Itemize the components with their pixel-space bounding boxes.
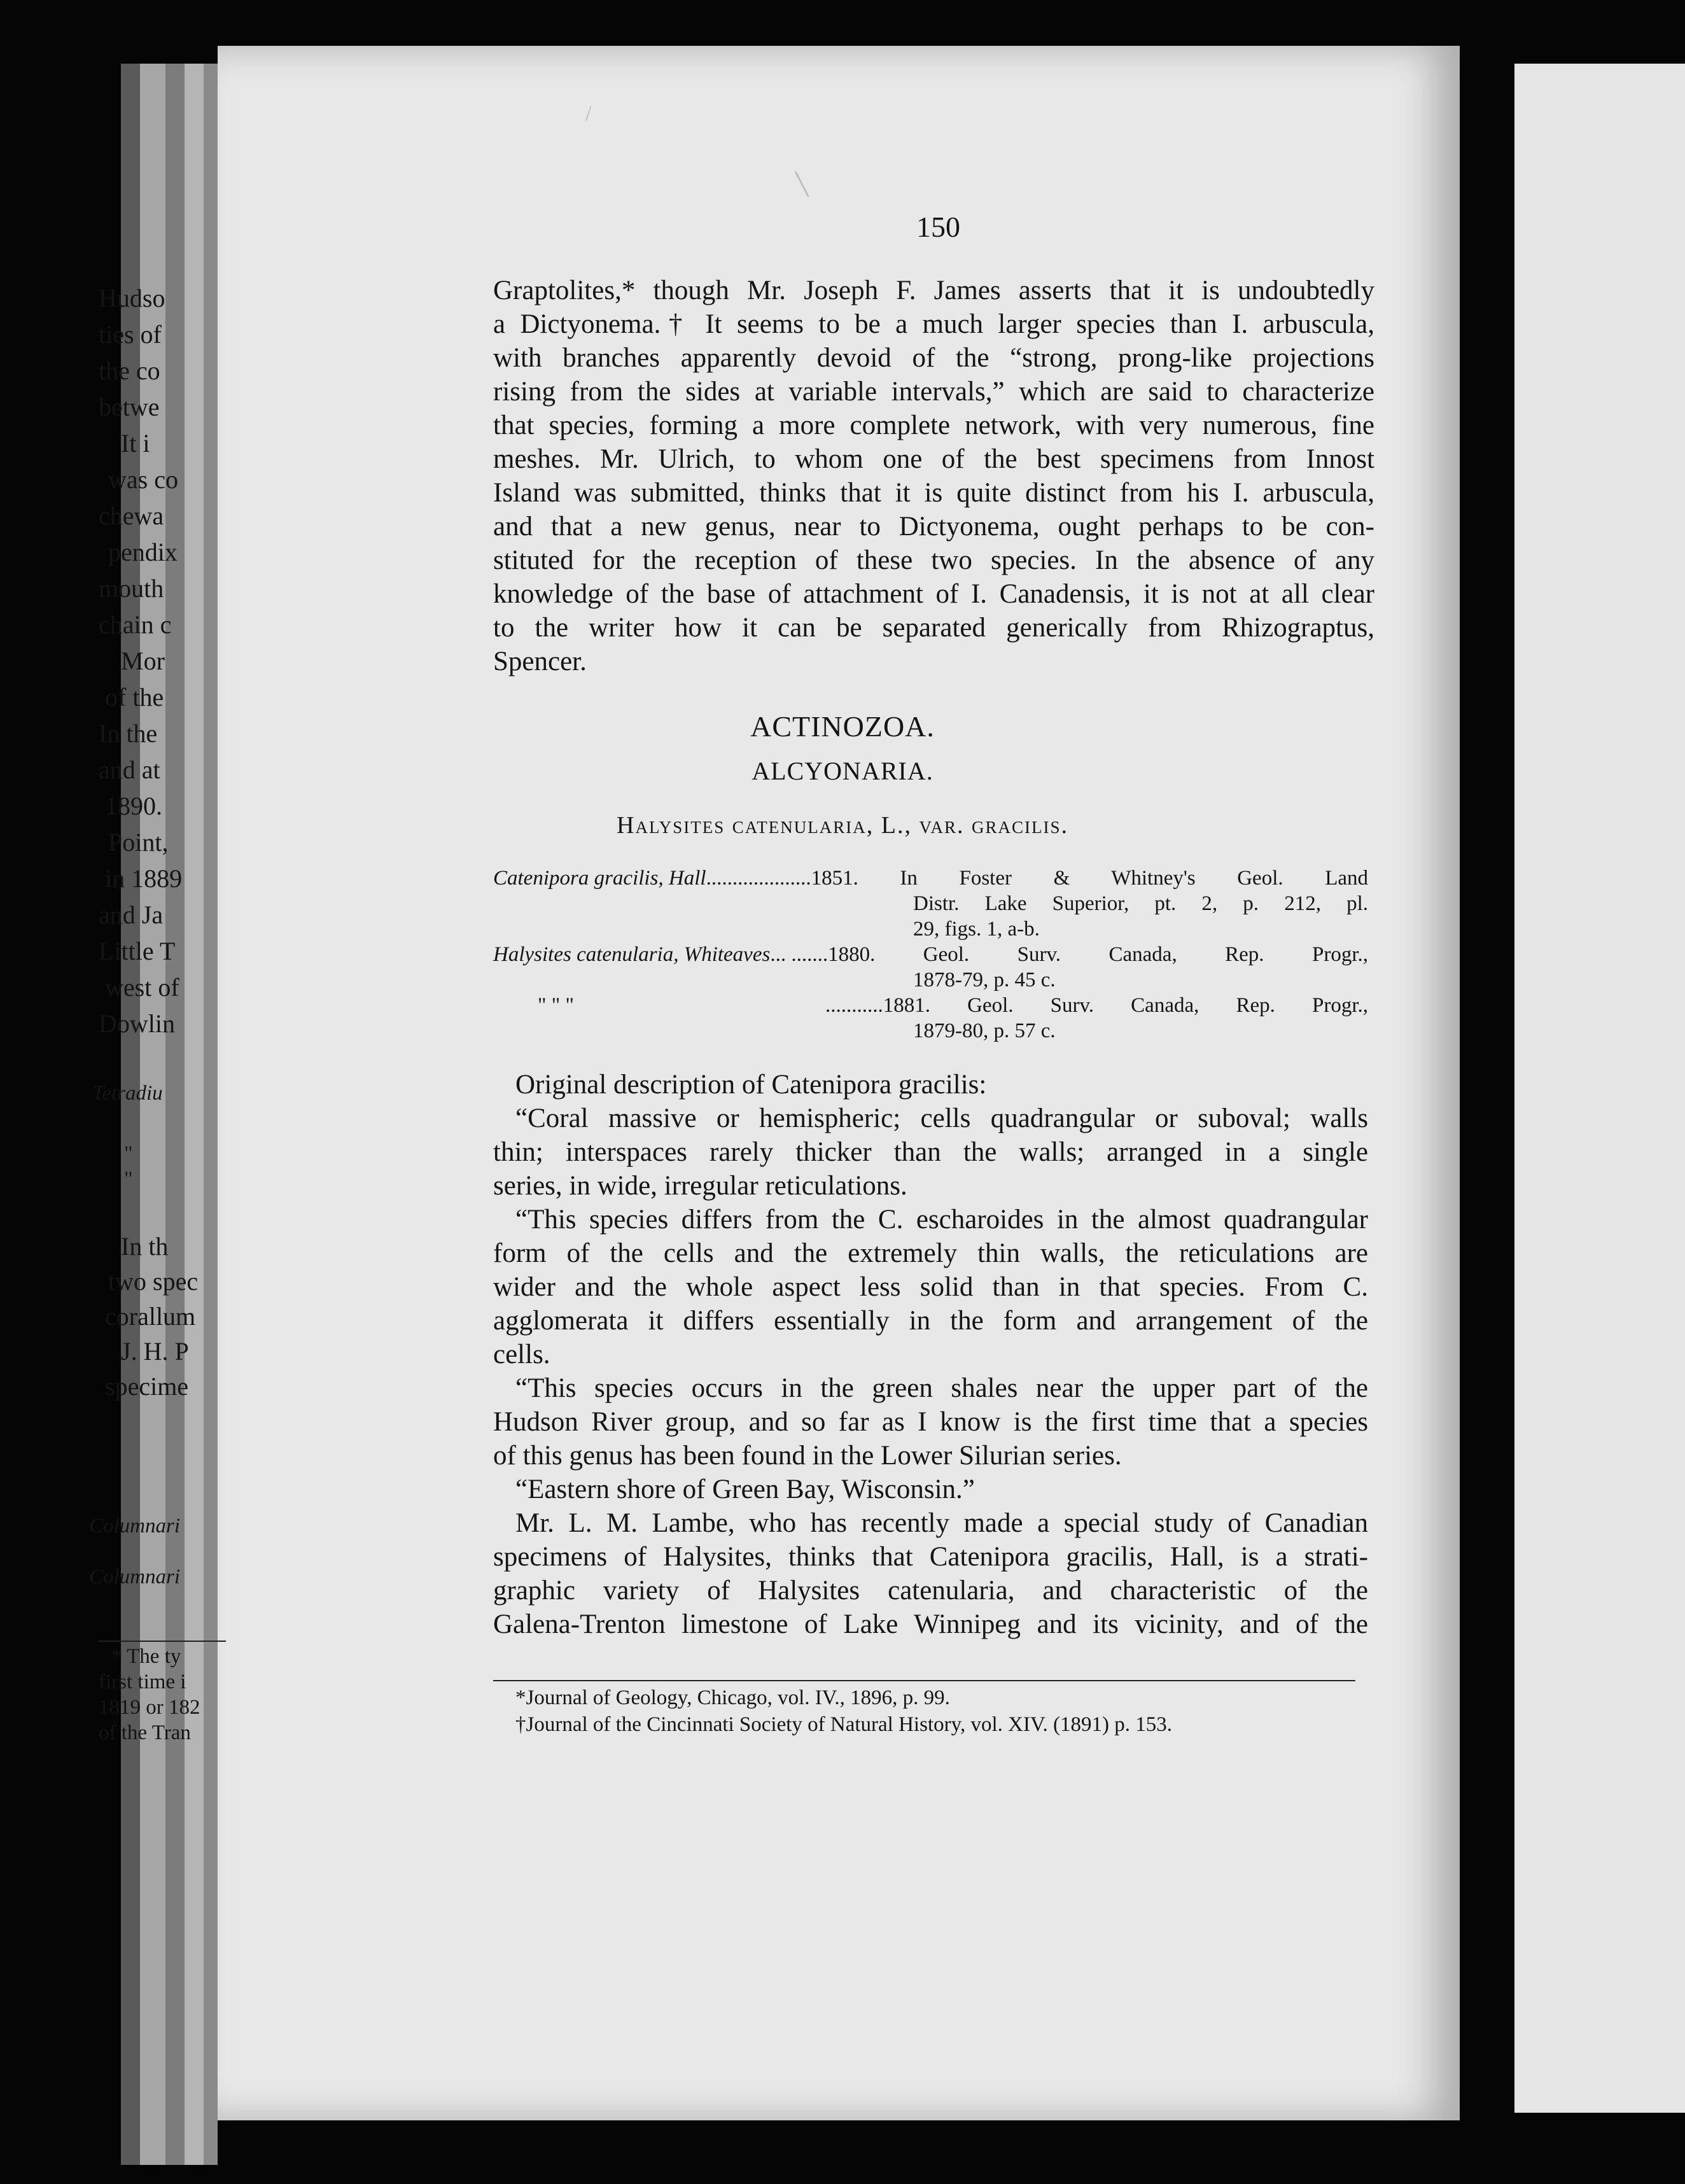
text-line: rising from the sides at variable intervals,” which are said to characterize (493, 377, 1374, 407)
right-synonymy-label: Columnari (89, 1515, 181, 1537)
synonymy-reference: 29, figs. 1, a-b. (913, 918, 1040, 941)
right-page-line: mouth (99, 574, 164, 603)
text-line: to the writer how it can be separated generically from Rhizograptus, (493, 613, 1374, 643)
right-page-line: 1890. (105, 792, 162, 820)
right-footnote-line: 1819 or 182 (99, 1696, 200, 1719)
text-line: cells. (493, 1340, 550, 1369)
text-line: graphic variety of Halysites catenularia, and characteristic of the (493, 1576, 1368, 1606)
right-footnote-line: first time i (99, 1670, 186, 1693)
text-line: “Eastern shore of Green Bay, Wisconsin.” (515, 1474, 975, 1504)
right-page-line: Dowlin (99, 1009, 175, 1038)
synonymy-reference: 1881. Geol. Surv. Canada, Rep. Progr., (883, 994, 1368, 1017)
right-page-line: was co (108, 465, 178, 494)
text-line: “This species occurs in the green shales near the upper part of the (515, 1373, 1368, 1403)
right-page-line: chain c (99, 610, 172, 639)
text-line: of this genus has been found in the Lower Silurian series. (493, 1441, 1122, 1471)
intro-paragraph (493, 274, 1374, 678)
synonymy-reference: 1880. Geol. Surv. Canada, Rep. Progr., (828, 943, 1368, 966)
right-page-line: In th (121, 1232, 169, 1261)
synonymy-name: Catenipora gracilis, Hall (493, 867, 706, 890)
right-page-line: corallum (105, 1302, 196, 1331)
right-synonymy-label: Tetradiu (92, 1082, 163, 1105)
description-paragraphs (493, 1068, 1368, 1641)
text-line: series, in wide, irregular reticulations. (493, 1171, 907, 1201)
text-line: Island was submitted, thinks that it is quite distinct from his I. arbuscula, (493, 478, 1374, 508)
text-line: a Dictyonema.† It seems to be a much larger species than I. arbuscula, (493, 309, 1374, 339)
text-line: with branches apparently devoid of the “strong, prong-like projections (493, 343, 1374, 373)
synonymy-reference: 1879-80, p. 57 c. (913, 1019, 1056, 1042)
right-page-line: betwe (99, 393, 160, 421)
right-footnote-line: of the Tran (99, 1721, 191, 1744)
text-line: Graptolites,* though Mr. Joseph F. James asserts that it is undoubtedly (493, 276, 1374, 305)
footnote: †Journal of the Cincinnati Society of Natural History, vol. XIV. (1891) p. 153. (515, 1713, 1173, 1736)
right-page-line: chewa (99, 501, 164, 530)
right-page-line: Mor (121, 647, 165, 675)
synonymy-row (493, 993, 1368, 1018)
synonymy-reference: Distr. Lake Superior, pt. 2, p. 212, pl. (913, 892, 1368, 915)
footnote-rule (493, 1680, 1355, 1681)
text-line: form of the cells and the extremely thin walls, the reticulations are (493, 1238, 1368, 1268)
synonymy-reference: 1851. In Foster & Whitney's Geol. Land (811, 867, 1368, 890)
right-page (1514, 64, 1685, 2113)
right-page-line: the co (99, 356, 160, 385)
right-ditto: " (124, 1168, 133, 1191)
right-footnote-rule (99, 1641, 226, 1642)
text-line: stituted for the reception of these two species. In the absence of any (493, 545, 1374, 575)
text-line: and that a new genus, near to Dictyonema, ought perhaps to be con- (493, 512, 1374, 542)
text-line: Original description of Catenipora gracilis: (515, 1070, 987, 1100)
right-synonymy-label: Columnari (89, 1565, 181, 1588)
right-page-line: Little T (99, 937, 176, 965)
right-page-line: specime (105, 1372, 189, 1401)
right-page-line: west of (105, 973, 179, 1002)
scan-speck: ╲ (795, 173, 809, 197)
right-page-line: Point, (108, 828, 169, 857)
text-line: that species, forming a more complete network, with very numerous, fine (493, 410, 1374, 440)
right-page-line: In the (99, 719, 158, 748)
text-line: agglomerata it differs essentially in the form and arrangement of the (493, 1306, 1368, 1336)
synonymy-row (493, 865, 1368, 891)
species-heading: Halysites catenularia, L., var. gracilis. (617, 812, 1068, 839)
subsection-heading: ALCYONARIA. (752, 757, 933, 785)
right-page-line: pendix (108, 538, 178, 566)
section-heading: ACTINOZOA. (750, 710, 935, 743)
footnote: *Journal of Geology, Chicago, vol. IV., 1896, p. 99. (515, 1686, 950, 1709)
text-line: Mr. L. M. Lambe, who has recently made a special study of Canadian (515, 1508, 1368, 1538)
text-line: Galena-Trenton limestone of Lake Winnipeg and its vicinity, and of the (493, 1609, 1368, 1639)
synonymy-ditto: " " " (538, 994, 574, 1017)
text-line: meshes. Mr. Ulrich, to whom one of the best specimens from Innost (493, 444, 1374, 474)
right-page-line: J. H. P (121, 1337, 189, 1366)
text-line: Hudson River group, and so far as I know is the first time that a species (493, 1407, 1368, 1437)
synonymy-list (493, 865, 1368, 1044)
synonymy-reference: 1878-79, p. 45 c. (913, 969, 1056, 991)
text-line: thin; interspaces rarely thicker than the walls; arranged in a single (493, 1137, 1368, 1167)
right-page-line: and Ja (99, 900, 164, 929)
synonymy-dots: ........... (825, 994, 883, 1017)
synonymy-row (493, 942, 1368, 967)
book-edge (185, 64, 204, 2165)
text-line: wider and the whole aspect less solid than in that species. From C. (493, 1272, 1368, 1302)
right-page-line: in 1889 (105, 864, 183, 893)
right-page-line: ties of (99, 320, 162, 349)
text-line: Spencer. (493, 647, 587, 676)
text-line: “This species differs from the C. escharoides in the almost quadrangular (515, 1205, 1368, 1235)
right-page-line: two spec (108, 1267, 199, 1296)
book-edge (204, 64, 218, 2165)
text-line: knowledge of the base of attachment of I. Canadensis, it is not at all clear (493, 579, 1374, 609)
right-page-line: and at (99, 755, 160, 784)
synonymy-name: Halysites catenularia, Whiteaves (493, 943, 771, 966)
page-number: 150 (916, 211, 960, 243)
synonymy-dots: ... ....... (770, 943, 829, 966)
book-edge (165, 64, 185, 2165)
right-page-line: It i (121, 429, 150, 458)
scan-speck: / (585, 102, 592, 125)
text-line: specimens of Halysites, thinks that Catenipora gracilis, Hall, is a strati- (493, 1542, 1368, 1572)
right-footnote-line: * The ty (111, 1645, 181, 1668)
text-line: “Coral massive or hemispheric; cells quadrangular or suboval; walls (515, 1103, 1368, 1133)
synonymy-dots: .................... (706, 867, 811, 890)
right-page-line: of the (105, 683, 164, 711)
right-page-line: Hudso (99, 284, 165, 312)
right-ditto: " (124, 1142, 133, 1165)
